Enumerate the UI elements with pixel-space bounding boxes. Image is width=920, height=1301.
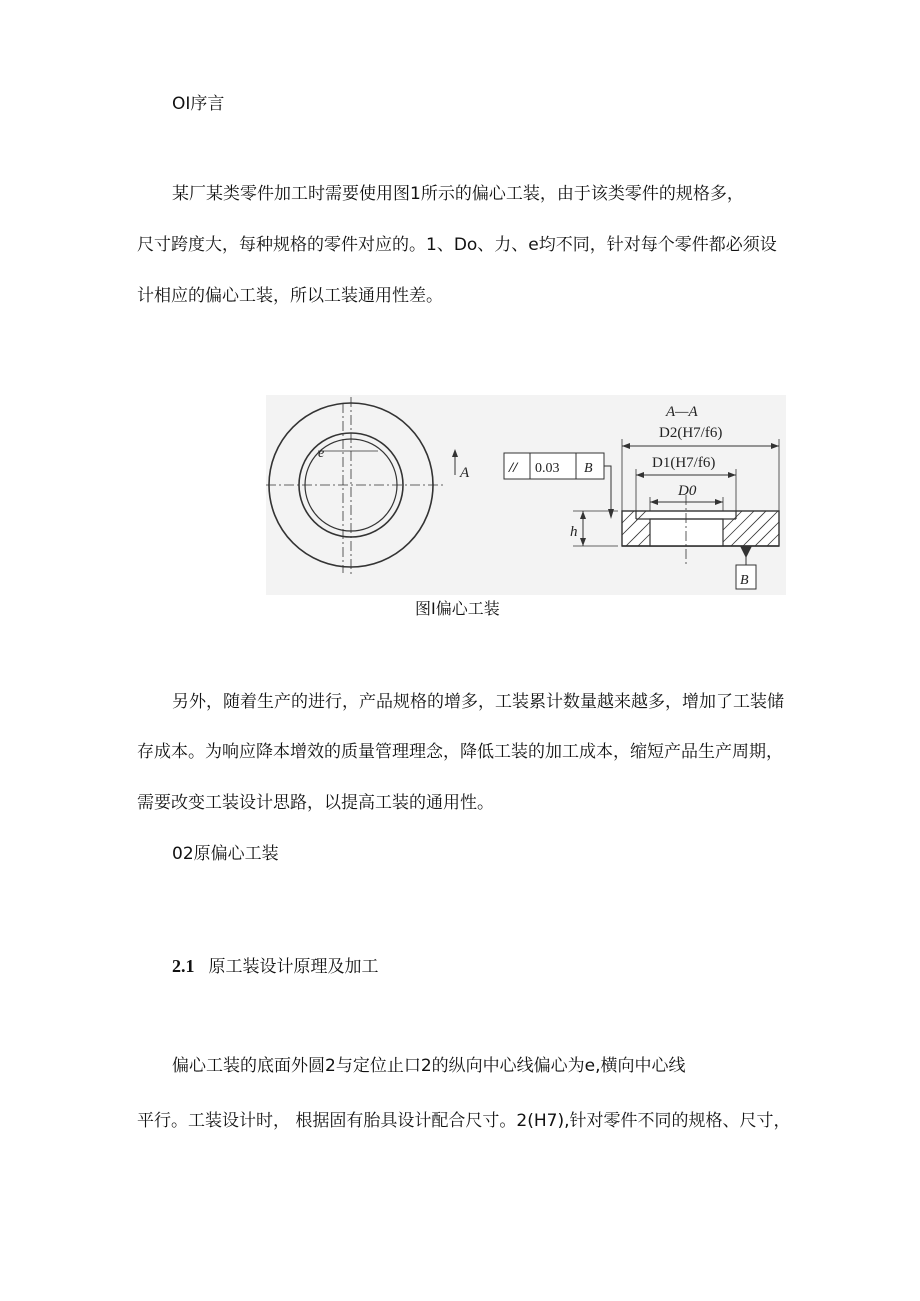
paragraph-1-line-2: 尺寸跨度大，每种规格的零件对应的。1、Do、力、e均不同，针对每个零件都必须设 (137, 235, 777, 255)
dim-d1-label: D1(H7/f6) (652, 455, 716, 471)
dim-h-label: h (570, 524, 578, 540)
section-heading-preface: OI序言 (172, 94, 225, 114)
view-a-label: A (460, 465, 470, 481)
paragraph-3-line-2: 平行。工装设计时， 根据固有胎具设计配合尺寸。2(H7),针对零件不同的规格、尺寸， (137, 1111, 791, 1131)
paragraph-2-line-2: 存成本。为响应降本增效的质量管理理念，降低工装的加工成本，缩短产品生产周期， (137, 742, 783, 762)
dim-e-label: e (318, 446, 325, 461)
subsection-title: 原工装设计原理及加工 (208, 957, 379, 977)
figure-caption: 图I偏心工装 (415, 599, 500, 618)
subsection-number: 2.1 (172, 956, 195, 976)
tolerance-symbol: // (509, 460, 518, 476)
subsection-heading-2-1 (172, 957, 379, 976)
section-heading-original-fixture: 02原偏心工装 (172, 844, 279, 864)
paragraph-1-line-1: 某厂某类零件加工时需要使用图1所示的偏心工装，由于该类零件的规格多， (172, 184, 744, 204)
datum-b-label: B (740, 573, 749, 588)
paragraph-1-line-3: 计相应的偏心工装，所以工装通用性差。 (137, 286, 443, 306)
dim-d2-label: D2(H7/f6) (659, 425, 723, 441)
dim-d0-label: D0 (678, 483, 697, 499)
paragraph-2-line-1: 另外，随着生产的进行，产品规格的增多，工装累计数量越来越多，增加了工装储 (172, 692, 784, 712)
section-title: A—A (666, 404, 698, 420)
tolerance-datum: B (584, 461, 593, 476)
paragraph-2-line-3: 需要改变工装设计思路，以提高工装的通用性。 (137, 793, 494, 813)
tolerance-value: 0.03 (535, 461, 560, 476)
eccentric-fixture-figure (266, 395, 786, 595)
paragraph-3-line-1: 偏心工装的底面外圆2与定位止口2的纵向中心线偏心为e,横向中心线 (172, 1056, 686, 1076)
